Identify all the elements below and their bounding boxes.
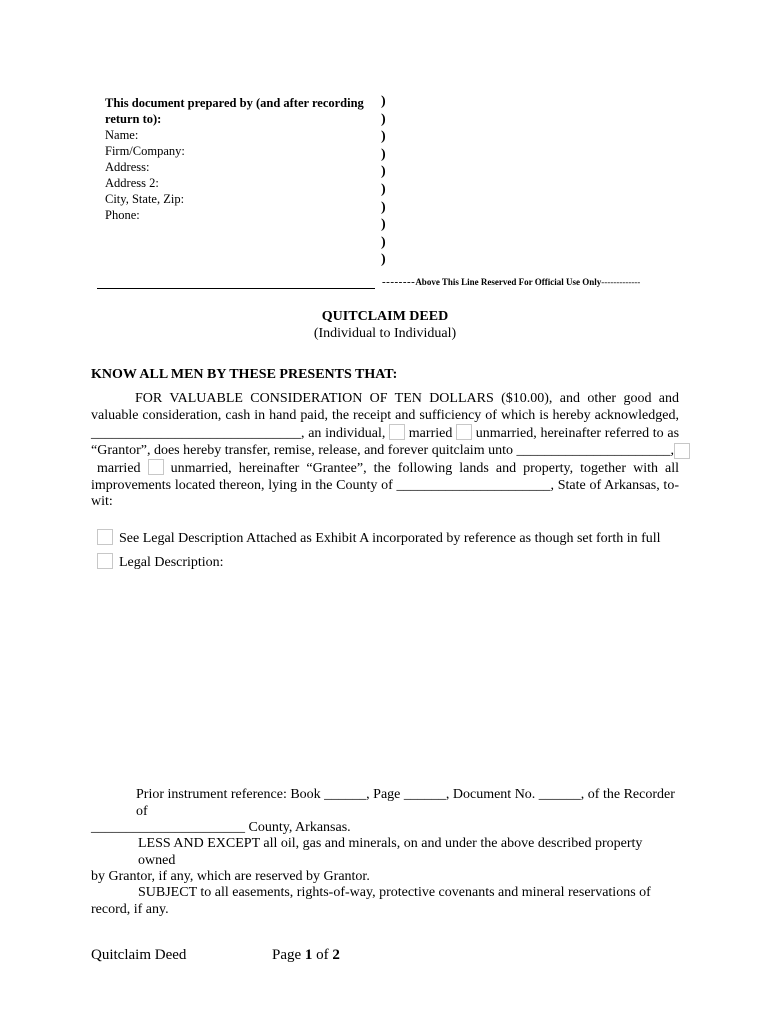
footer-page-number — [272, 947, 340, 964]
bracket: ) — [381, 164, 386, 180]
deed-subtitle: (Individual to Individual) — [313, 326, 457, 341]
bracket: ) — [381, 199, 386, 215]
bracket: ) — [381, 234, 386, 250]
bracket: ) — [381, 94, 386, 109]
less-except-line: by Grantor, if any, which are reserved by Grantor. — [91, 869, 370, 884]
official-use-text: Above This Line Reserved For Official Use Only — [415, 277, 602, 287]
page-of: of — [316, 947, 329, 963]
preparer-block — [105, 95, 375, 223]
bracket: ) — [381, 111, 386, 127]
grantor-married-checkbox[interactable] — [389, 424, 405, 440]
footer-document-name: Quitclaim Deed — [91, 947, 187, 963]
prior-instrument-line: Prior instrument reference: Book ______, Page ______, Document No. ______, of the Recorder of — [136, 787, 675, 819]
official-use-tail: ------------- — [601, 277, 641, 287]
preparer-phone-field: Phone: — [105, 208, 140, 222]
grantor-name-blank[interactable]: ______________________________ — [91, 426, 301, 441]
recording-divider-line — [97, 288, 375, 289]
subject-to-line: SUBJECT to all easements, rights-of-way, protective covenants and mineral reservations of — [138, 885, 651, 900]
consideration-line — [91, 459, 679, 478]
bracket-column — [381, 93, 386, 269]
married-label: married — [408, 426, 453, 441]
preparer-heading-line1: This document prepared by (and after recording — [105, 96, 364, 110]
bracket: ) — [381, 129, 386, 145]
legal-description-checkbox[interactable] — [97, 553, 113, 569]
consideration-line: wit: — [91, 494, 113, 509]
married-label: married — [97, 461, 141, 476]
grantor-unmarried-checkbox[interactable] — [456, 424, 472, 440]
individual-text: , an individual, — [301, 426, 386, 441]
prior-instrument-line: ______________________ County, Arkansas. — [91, 820, 351, 835]
subject-to-paragraph — [91, 885, 679, 918]
subject-to-line: record, if any. — [91, 901, 169, 917]
unmarried-label: unmarried, hereinafter referred to as — [475, 426, 680, 441]
exhibit-a-checkbox[interactable] — [97, 529, 113, 545]
grantee-married-checkbox[interactable] — [674, 443, 690, 459]
legal-option-description[interactable] — [97, 553, 224, 571]
consideration-line: valuable consideration, cash in hand paid, the receipt and sufficiency of which is hereby acknowledged, — [91, 407, 679, 423]
preparer-address2-field: Address 2: — [105, 176, 159, 190]
page-label: Page — [272, 947, 302, 963]
page-current: 1 — [304, 947, 313, 963]
preparer-heading-line2: return to): — [105, 112, 162, 126]
preparer-city-field: City, State, Zip: — [105, 192, 185, 206]
bracket: ) — [381, 217, 386, 233]
official-use-lead: -------- — [382, 276, 416, 288]
preparer-firm-field: Firm/Company: — [105, 144, 185, 158]
official-use-notice — [382, 276, 640, 288]
deed-title: QUITCLAIM DEED — [321, 309, 449, 324]
prior-instrument-paragraph — [91, 787, 679, 837]
consideration-line — [91, 443, 679, 460]
page-total: 2 — [332, 947, 340, 963]
know-all-heading: KNOW ALL MEN BY THESE PRESENTS THAT: — [91, 367, 398, 382]
bracket: ) — [381, 252, 386, 268]
bracket: ) — [381, 181, 386, 197]
consideration-line: FOR VALUABLE CONSIDERATION OF TEN DOLLARS ($10.00), and other good and — [135, 391, 679, 406]
legal-option-exhibit[interactable] — [97, 529, 661, 547]
preparer-address-field: Address: — [105, 160, 150, 174]
less-except-line: LESS AND EXCEPT all oil, gas and minerals, on and under the above described property owned — [138, 836, 643, 868]
consideration-paragraph — [91, 391, 679, 511]
consideration-line: improvements located thereon, lying in the County of ______________________, State of Arkansas, to- — [91, 477, 679, 493]
grantee-text: unmarried, hereinafter “Grantee”, the following lands and property, together with all — [170, 461, 680, 476]
preparer-name-field: Name: — [105, 128, 139, 142]
grantee-unmarried-checkbox[interactable] — [148, 459, 164, 475]
exhibit-a-label: See Legal Description Attached as Exhibit A incorporated by reference as though set forth in full — [119, 531, 661, 546]
less-except-paragraph — [91, 836, 679, 886]
quitclaim-text: “Grantor”, does hereby transfer, remise, release, and forever quitclaim unto ______________________, — [91, 442, 674, 458]
legal-description-label: Legal Description: — [119, 555, 224, 570]
bracket: ) — [381, 146, 386, 162]
consideration-line — [91, 424, 679, 443]
